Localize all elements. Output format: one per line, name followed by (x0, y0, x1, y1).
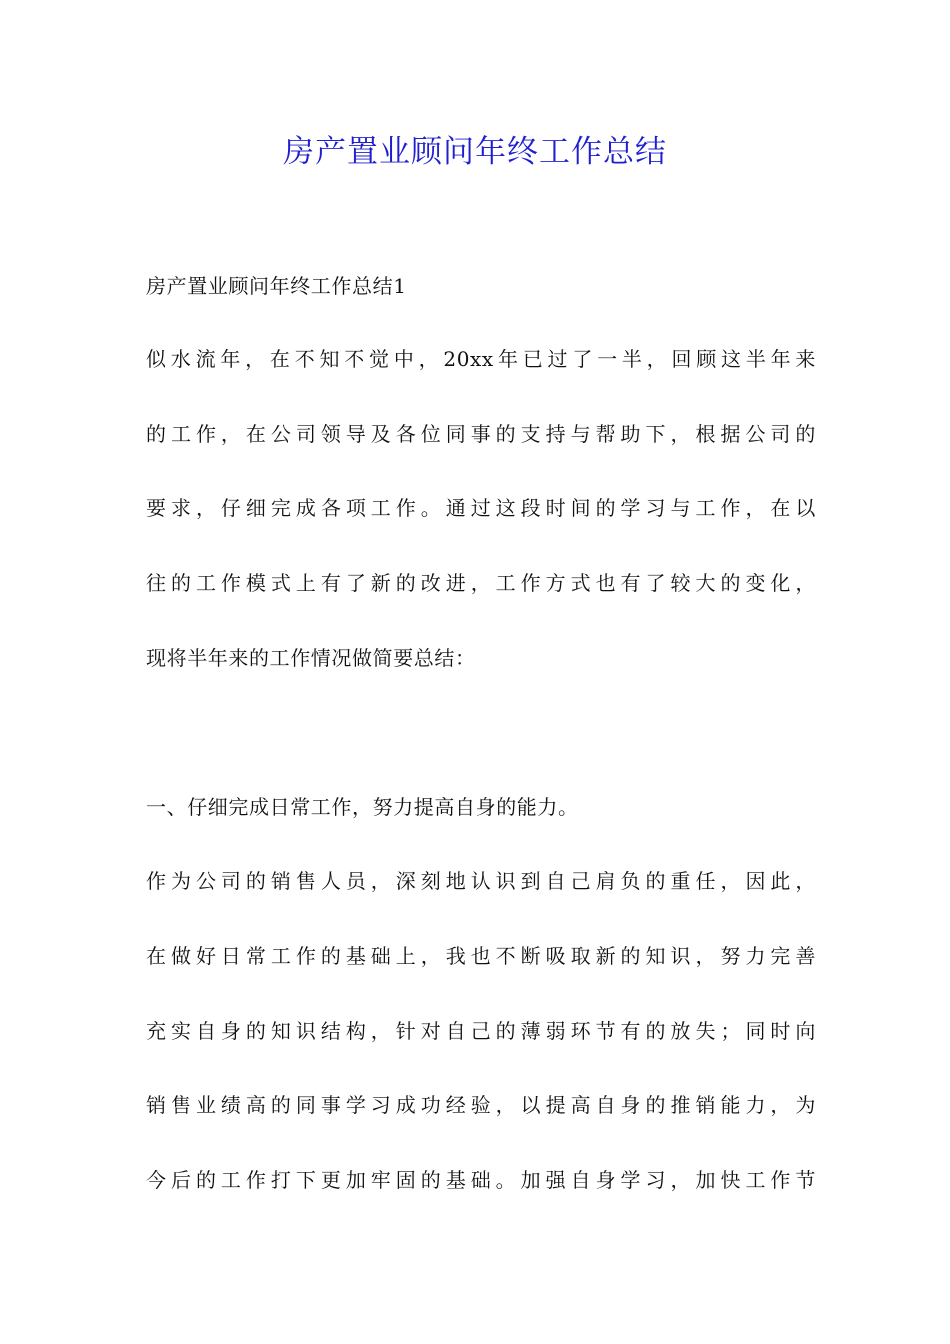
paragraph-2-line-5: 今后的工作打下更加牢固的基础。加强自身学习，加快工作节 (146, 1168, 816, 1192)
paragraph-1-line-1: 似水流年，在不知不觉中，20xx年已过了一半，回顾这半年来 (146, 347, 816, 371)
paragraph-2-line-3: 充实自身的知识结构，针对自己的薄弱环节有的放失；同时向 (146, 1019, 816, 1043)
paragraph-1-line-4: 往的工作模式上有了新的改进，工作方式也有了较大的变化， (146, 571, 816, 595)
paragraph-2-line-4: 销售业绩高的同事学习成功经验，以提高自身的推销能力，为 (146, 1093, 816, 1117)
subheading-1: 一、仔细完成日常工作，努力提高自身的能力。 (146, 795, 579, 819)
paragraph-1-line-2: 的工作，在公司领导及各位同事的支持与帮助下，根据公司的 (146, 422, 816, 446)
paragraph-2-line-1: 作为公司的销售人员，深刻地认识到自己肩负的重任，因此， (146, 869, 816, 893)
document-title: 房产置业顾问年终工作总结 (283, 134, 667, 170)
paragraph-2-line-2: 在做好日常工作的基础上，我也不断吸取新的知识，努力完善 (146, 944, 816, 968)
paragraph-1-line-5: 现将半年来的工作情况做简要总结： (146, 646, 476, 670)
section-heading: 房产置业顾问年终工作总结1 (146, 274, 407, 298)
paragraph-1-line-3: 要求，仔细完成各项工作。通过这段时间的学习与工作，在以 (146, 496, 816, 520)
